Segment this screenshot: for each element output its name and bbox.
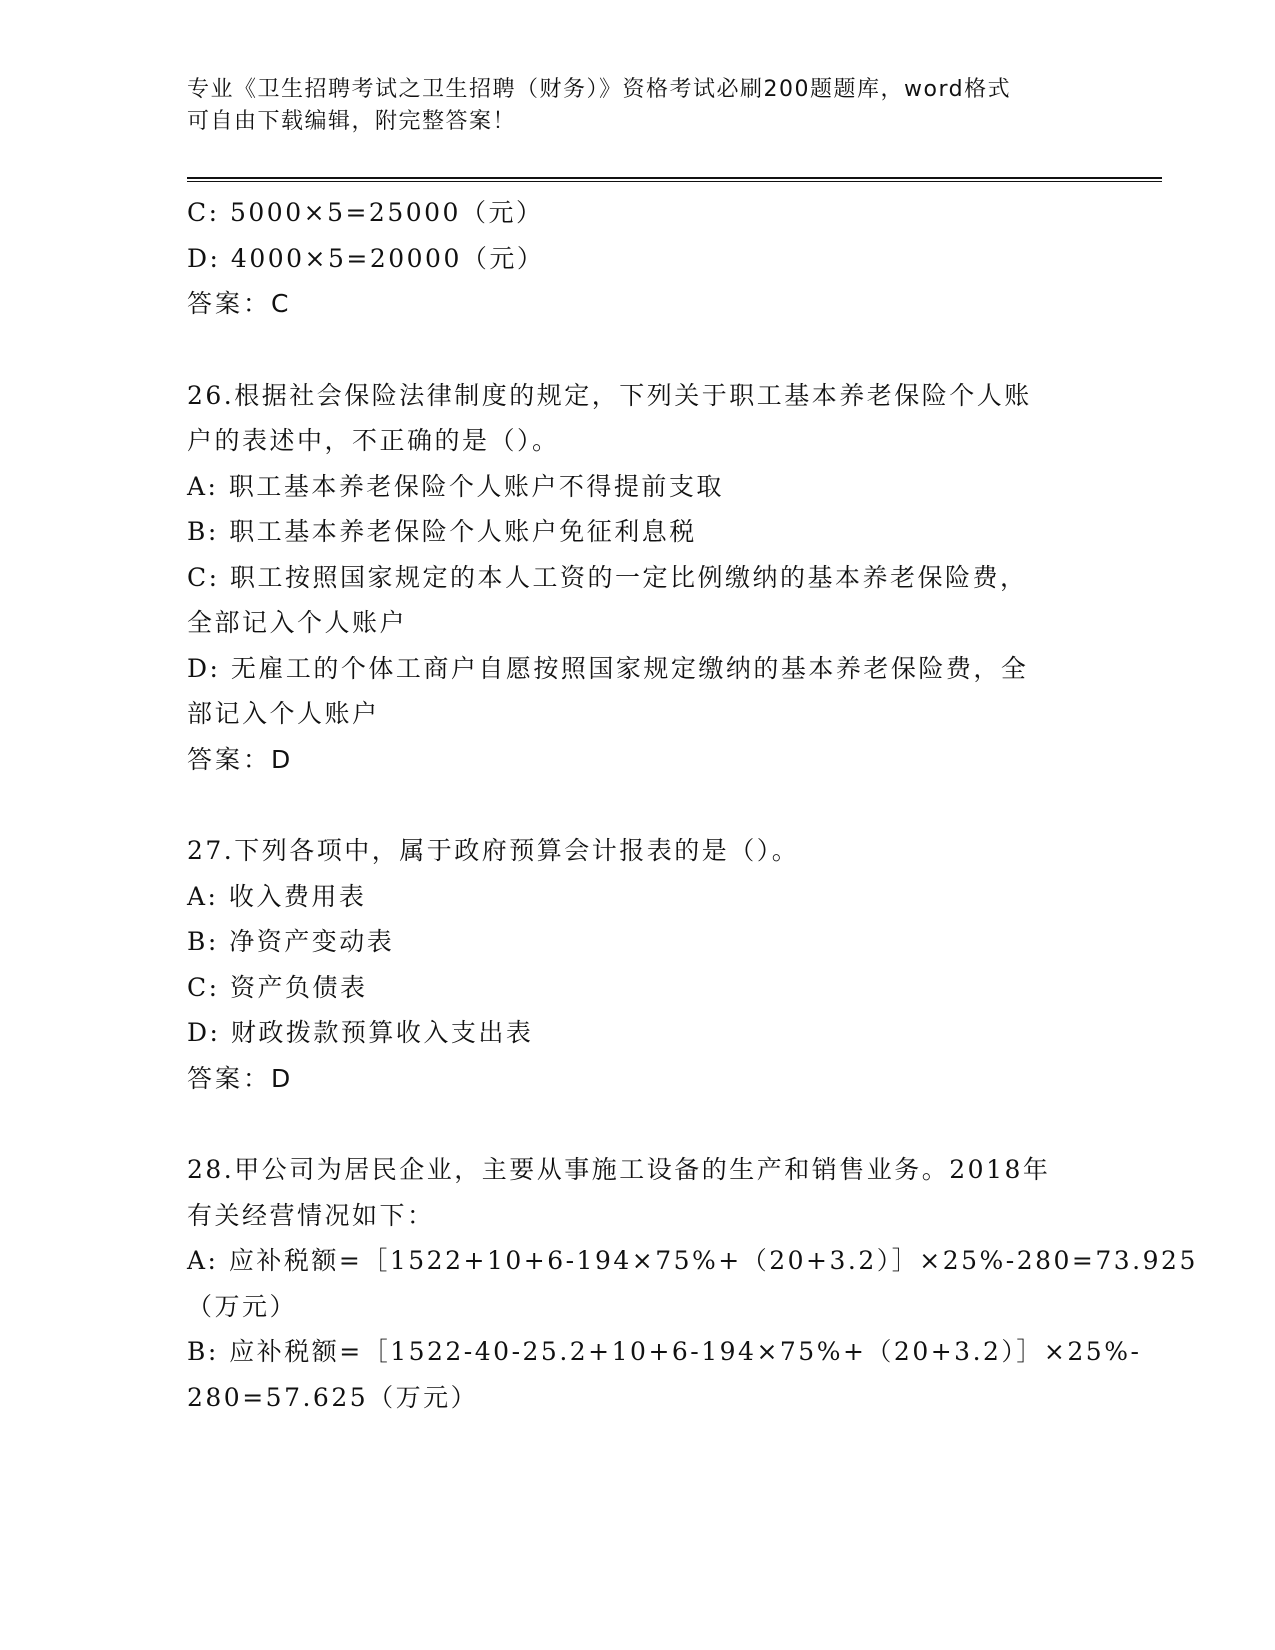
question-stem-continued: 户的表述中，不正确的是（）。 <box>187 426 560 455</box>
document-header <box>187 74 1087 138</box>
question-25-tail <box>187 190 1087 327</box>
answer-line: 答案：C <box>187 289 292 318</box>
option-c: C: 资产负债表 <box>187 972 368 1002</box>
option-d: D: 无雇工的个体工商户自愿按照国家规定缴纳的基本养老保险费，全 <box>187 653 1029 683</box>
document-body <box>187 190 1198 1420</box>
question-stem-continued: 有关经营情况如下： <box>187 1200 435 1230</box>
option-a: A: 应补税额=［1522+10+6-194×75%+（20+3.2）］×25%-280=73.925 <box>187 1246 1198 1275</box>
question-26 <box>187 373 1087 783</box>
option-d: D: 财政拨款预算收入支出表 <box>187 1018 534 1047</box>
question-stem: 28.甲公司为居民企业，主要从事施工设备的生产和销售业务。2018年 <box>187 1155 1051 1184</box>
question-27 <box>187 828 1087 1101</box>
option-d: D: 4000×5=20000（元） <box>187 243 545 273</box>
question-28 <box>187 1147 1198 1420</box>
option-c: C: 职工按照国家规定的本人工资的一定比例缴纳的基本养老保险费， <box>187 562 1028 592</box>
option-a-continued: （万元） <box>187 1291 298 1321</box>
option-b-continued: 280=57.625（万元） <box>187 1382 479 1412</box>
option-c-continued: 全部记入个人账户 <box>187 608 408 637</box>
option-b: B: 净资产变动表 <box>187 927 395 956</box>
answer-line: 答案：D <box>187 744 294 774</box>
option-a: A: 职工基本养老保险个人账户不得提前支取 <box>187 471 724 501</box>
option-b: B: 应补税额=［1522-40-25.2+10+6-194×75%+（20+3.2）］×25%- <box>187 1337 1142 1366</box>
option-a: A: 收入费用表 <box>187 881 367 911</box>
question-spacer <box>187 327 1087 373</box>
question-stem: 27.下列各项中，属于政府预算会计报表的是（）。 <box>187 836 800 865</box>
header-title-line-1: 专业《卫生招聘考试之卫生招聘（财务）》资格考试必刷200题题库，word格式 <box>187 77 1012 102</box>
header-title-line-2: 可自由下载编辑，附完整答案！ <box>187 109 517 134</box>
question-spacer <box>187 782 1087 828</box>
option-b: B: 职工基本养老保险个人账户免征利息税 <box>187 517 697 546</box>
question-stem: 26.根据社会保险法律制度的规定，下列关于职工基本养老保险个人账 <box>187 380 1032 410</box>
header-divider <box>187 177 1162 182</box>
question-spacer <box>187 1101 1087 1147</box>
option-c: C: 5000×5=25000（元） <box>187 198 544 227</box>
option-d-continued: 部记入个人账户 <box>187 699 380 728</box>
answer-line: 答案：D <box>187 1063 294 1093</box>
